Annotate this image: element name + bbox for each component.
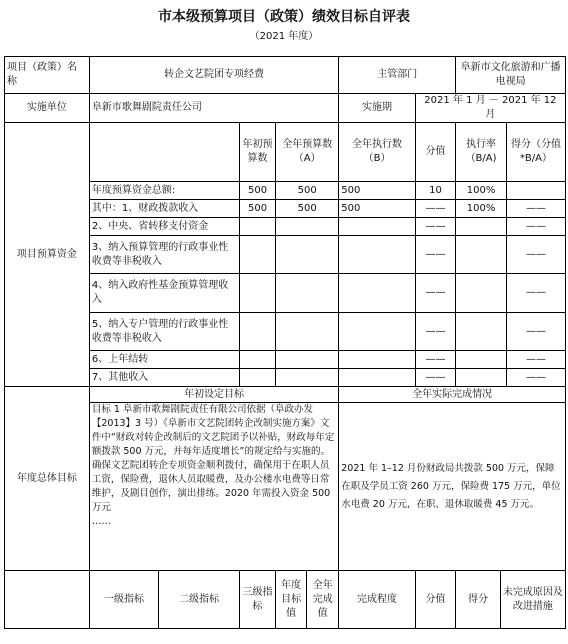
budget-weight: —— (415, 274, 455, 313)
budget-score: —— (506, 200, 565, 218)
budget-full (276, 369, 339, 387)
budget-weight: —— (415, 200, 455, 218)
budget-weight: —— (415, 218, 455, 236)
budget-weight: —— (415, 313, 455, 351)
budget-exec: 500 (339, 182, 416, 200)
budget-full (276, 313, 339, 351)
budget-initial (239, 369, 275, 387)
ind-header-level1: 一级指标 (89, 571, 158, 629)
ind-header-level3: 三级指标 (239, 571, 275, 629)
budget-rate (456, 369, 507, 387)
year-subtitle: （2021 年度） (249, 31, 319, 42)
budget-section-label: 项目预算资金 (5, 123, 90, 387)
budget-initial (239, 351, 275, 369)
budget-row (5, 313, 566, 351)
budget-rate: 100% (456, 182, 507, 200)
budget-row (5, 236, 566, 274)
ind-header-weight: 分值 (415, 571, 455, 629)
ind-header-degree: 完成程度 (339, 571, 416, 629)
budget-rate (456, 351, 507, 369)
header-full-year: 全年预算数（A） (276, 123, 339, 182)
budget-weight: —— (415, 236, 455, 274)
budget-initial (239, 313, 275, 351)
budget-row (5, 200, 566, 218)
period-label: 实施期 (339, 94, 416, 123)
budget-row-label: 5、纳入专户管理的行政事业性收费等非税收入 (89, 313, 239, 351)
budget-initial: 500 (239, 200, 275, 218)
budget-score: —— (506, 351, 565, 369)
header-executed: 全年执行数（B） (339, 123, 416, 182)
budget-row-label: 3、纳入预算管理的行政事业性收费等非税收入 (89, 236, 239, 274)
header-initial: 年初预算数 (239, 123, 275, 182)
budget-row-label: 年度预算资金总额: (89, 182, 239, 200)
budget-exec (339, 274, 416, 313)
budget-row (5, 369, 566, 387)
budget-weight: —— (415, 351, 455, 369)
budget-full: 500 (276, 200, 339, 218)
project-name-label: 项目（政策）名称 (5, 57, 90, 94)
goals-section-label: 年度总体目标 (5, 387, 90, 571)
budget-score: —— (506, 236, 565, 274)
budget-weight: 10 (415, 182, 455, 200)
budget-score (506, 182, 565, 200)
budget-row (5, 274, 566, 313)
budget-exec (339, 351, 416, 369)
budget-row (5, 182, 566, 200)
budget-initial (239, 236, 275, 274)
budget-initial (239, 218, 275, 236)
budget-row-label: 7、其他收入 (89, 369, 239, 387)
goals-actual-text: 2021 年 1–12 月份财政局共拨款 500 万元，保障在职及学员工资 260 万元，保险费 175 万元，单位水电费 20 万元，在职、退休取暖费 45 万元。 (339, 403, 566, 571)
budget-header-blank (89, 123, 239, 182)
budget-full (276, 351, 339, 369)
budget-initial (239, 274, 275, 313)
unit-value: 阜新市歌舞剧院责任公司 (89, 94, 338, 123)
budget-exec: 500 (339, 200, 416, 218)
budget-full (276, 236, 339, 274)
dept-value: 阜新市文化旅游和广播电视局 (456, 57, 566, 94)
budget-row-label: 6、上年结转 (89, 351, 239, 369)
budget-rate (456, 236, 507, 274)
budget-score: —— (506, 274, 565, 313)
budget-exec (339, 236, 416, 274)
budget-initial: 500 (239, 182, 275, 200)
budget-weight: —— (415, 369, 455, 387)
budget-score: —— (506, 313, 565, 351)
dept-label: 主管部门 (339, 57, 456, 94)
budget-exec (339, 369, 416, 387)
ind-header-completed: 全年完成值 (307, 571, 339, 629)
budget-rate (456, 274, 507, 313)
budget-exec (339, 313, 416, 351)
indicators-lead-blank (5, 571, 90, 629)
budget-row-label: 4、纳入政府性基金预算管理收入 (89, 274, 239, 313)
ind-header-target: 年度目标值 (276, 571, 307, 629)
budget-rate: 100% (456, 200, 507, 218)
goals-set-header: 年初设定目标 (89, 387, 338, 403)
goals-set-text: 目标 1 阜新市歌舞剧院责任有限公司依据（阜政办发【2013】3 号）《阜新市文艺院团转企改制实施方案》文件中“财政对转企改制后的文艺院团予以补贴，财政每年定额拨款 500 万元，并每年适度增长”的规定给与实施的。确保文艺院团转企专项资金顺利拨付，确保用于在职人员工资，保险费，退休人员取暖费，及办公楼水电费等日常维护，及剧目创作，演出排练。2020 年需投入资金 500 万元 …… (89, 403, 338, 571)
goals-actual-header: 全年实际完成情况 (339, 387, 566, 403)
budget-rate (456, 313, 507, 351)
budget-score: —— (506, 369, 565, 387)
budget-full (276, 274, 339, 313)
budget-score: —— (506, 218, 565, 236)
unit-label: 实施单位 (5, 94, 90, 123)
ind-header-level2: 二级指标 (159, 571, 240, 629)
ind-header-score: 得分 (456, 571, 501, 629)
header-score: 得分（分值*B/A） (506, 123, 565, 182)
evaluation-table (4, 56, 566, 629)
project-name-value: 转企文艺院团专项经费 (89, 57, 338, 94)
header-score-weight: 分值 (415, 123, 455, 182)
budget-full (276, 218, 339, 236)
period-value: 2021 年 1 月 － 2021 年 12 月 (415, 94, 565, 123)
page-title: 市本级预算项目（政策）绩效目标自评表 (158, 9, 410, 25)
budget-row (5, 351, 566, 369)
budget-exec (339, 218, 416, 236)
ind-header-reason: 未完成原因及改进措施 (500, 571, 565, 629)
budget-rate (456, 218, 507, 236)
budget-full: 500 (276, 182, 339, 200)
budget-row-label: 其中：1、财政拨款收入 (89, 200, 239, 218)
budget-row (5, 218, 566, 236)
budget-row-label: 2、中央、省转移支付资金 (89, 218, 239, 236)
header-rate: 执行率（B/A) (456, 123, 507, 182)
